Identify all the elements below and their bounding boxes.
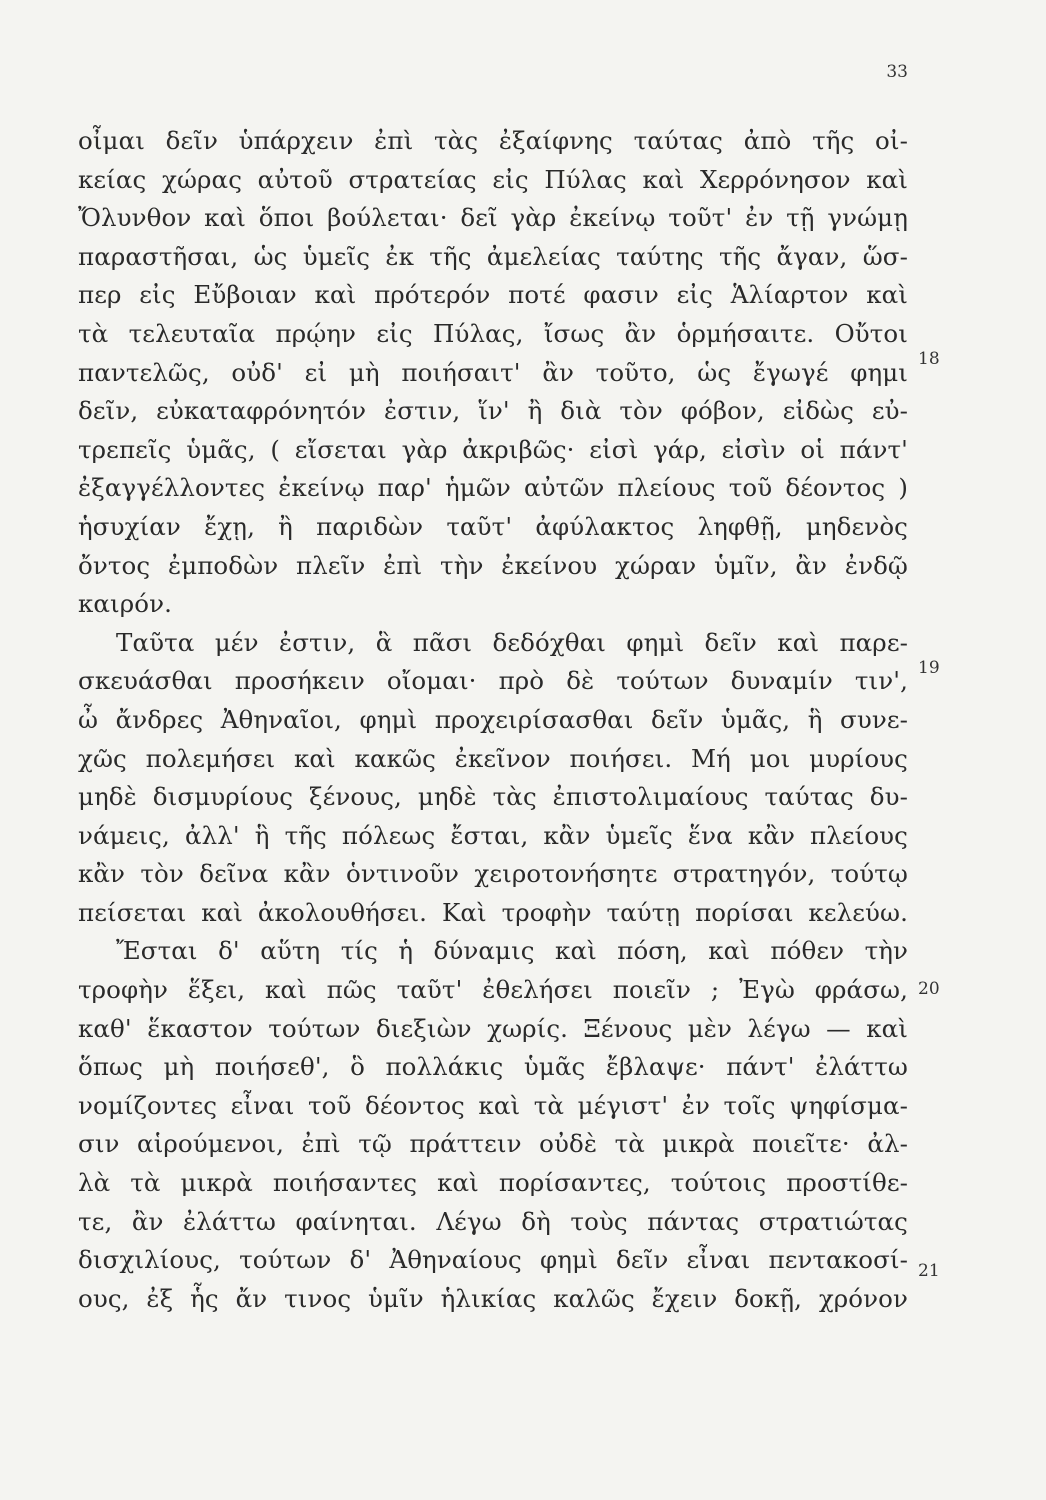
text-line: τε, ἂν ἐλάττω φαίνηται. Λέγω δὴ τοὺς πάντας στρατιώτας xyxy=(78,1206,908,1236)
text-line: τρεπεῖς ὑμᾶς, ( εἴσεται γὰρ ἀκριβῶς· εἰσὶ γάρ, εἰσὶν οἱ πάντ' xyxy=(78,434,908,464)
text-line: δεῖν, εὐκαταφρόνητόν ἐστιν, ἵν' ἢ διὰ τὸν φόβον, εἰδὼς εὐ- xyxy=(78,396,908,426)
text-line: σκευάσθαι προσήκειν οἴομαι· πρὸ δὲ τούτων δυναμίν τιν', xyxy=(78,666,908,696)
section-number: 19 xyxy=(918,658,940,678)
text-line: ἡσυχίαν ἔχῃ, ἢ παριδὼν ταῦτ' ἀφύλακτος ληφθῇ, μηδενὸς xyxy=(78,511,908,541)
text-line: ὅπως μὴ ποιήσεθ', ὃ πολλάκις ὑμᾶς ἔβλαψε· πάντ' ἐλάττω xyxy=(78,1052,908,1082)
text-line: περ εἰς Εὔβοιαν καὶ πρότερόν ποτέ φασιν εἰς Ἁλίαρτον καὶ xyxy=(78,280,908,310)
text-line: τὰ τελευταῖα πρῴην εἰς Πύλας, ἴσως ἂν ὁρμήσαιτε. Οὔτοι xyxy=(78,318,908,348)
section-number: 21 xyxy=(918,1261,940,1281)
text-line: πείσεται καὶ ἀκολουθήσει. Καὶ τροφὴν ταύτῃ πορίσαι κελεύω. xyxy=(78,897,908,927)
body-text xyxy=(78,122,908,1318)
text-line: μηδὲ δισμυρίους ξένους, μηδὲ τὰς ἐπιστολιμαίους ταύτας δυ- xyxy=(78,782,908,812)
text-line: ους, ἐξ ἧς ἄν τινος ὑμῖν ἡλικίας καλῶς ἔχειν δοκῇ, χρόνον xyxy=(78,1283,908,1313)
text-line: Ὄλυνθον καὶ ὅποι βούλεται· δεῖ γὰρ ἐκείνῳ τοῦτ' ἐν τῇ γνώμῃ xyxy=(78,203,908,233)
text-line: Ἔσται δ' αὕτη τίς ἡ δύναμις καὶ πόση, καὶ πόθεν τὴν xyxy=(116,936,908,966)
section-number: 18 xyxy=(918,349,940,369)
text-line: χῶς πολεμήσει καὶ κακῶς ἐκεῖνον ποιήσει. Μή μοι μυρίους xyxy=(78,743,908,773)
text-line: λὰ τὰ μικρὰ ποιήσαντες καὶ πορίσαντες, τούτοις προστίθε- xyxy=(78,1168,908,1198)
page-number: 33 xyxy=(886,62,908,82)
text-line: παντελῶς, οὐδ' εἰ μὴ ποιήσαιτ' ἂν τοῦτο, ὡς ἔγωγέ φημι xyxy=(78,357,908,387)
text-line: δισχιλίους, τούτων δ' Ἀθηναίους φημὶ δεῖν εἶναι πεντακοσί- xyxy=(78,1245,908,1275)
text-line: νάμεις, ἀλλ' ἣ τῆς πόλεως ἔσται, κἂν ὑμεῖς ἕνα κἂν πλείους xyxy=(78,820,908,850)
text-line: ἐξαγγέλλοντες ἐκείνῳ παρ' ἡμῶν αὐτῶν πλείους τοῦ δέοντος ) xyxy=(78,473,908,503)
text-line: καιρόν. xyxy=(78,589,172,619)
text-line: ὄντος ἐμποδὼν πλεῖν ἐπὶ τὴν ἐκείνου χώραν ὑμῖν, ἂν ἐνδῷ xyxy=(78,550,908,580)
text-line: τροφὴν ἕξει, καὶ πῶς ταῦτ' ἐθελήσει ποιεῖν ; Ἐγὼ φράσω, xyxy=(78,975,908,1005)
section-number: 20 xyxy=(918,979,940,999)
text-line: κείας χώρας αὐτοῦ στρατείας εἰς Πύλας καὶ Χερρόνησον καὶ xyxy=(78,164,908,194)
text-line: σιν αἱρούμενοι, ἐπὶ τῷ πράττειν οὐδὲ τὰ μικρὰ ποιεῖτε· ἀλ- xyxy=(78,1129,908,1159)
text-line: ὦ ἄνδρες Ἀθηναῖοι, φημὶ προχειρίσασθαι δεῖν ὑμᾶς, ἣ συνε- xyxy=(78,704,908,734)
text-line: παραστῆσαι, ὡς ὑμεῖς ἐκ τῆς ἀμελείας ταύτης τῆς ἄγαν, ὥσ- xyxy=(78,241,908,271)
text-line: κἂν τὸν δεῖνα κἂν ὁντινοῦν χειροτονήσητε στρατηγόν, τούτῳ xyxy=(78,859,908,889)
text-line: νομίζοντες εἶναι τοῦ δέοντος καὶ τὰ μέγιστ' ἐν τοῖς ψηφίσμα- xyxy=(78,1090,908,1120)
text-line: οἶμαι δεῖν ὑπάρχειν ἐπὶ τὰς ἐξαίφνης ταύτας ἀπὸ τῆς οἰ- xyxy=(78,126,908,155)
text-line: καθ' ἕκαστον τούτων διεξιὼν χωρίς. Ξένους μὲν λέγω — καὶ xyxy=(78,1013,908,1043)
text-line: Ταῦτα μέν ἐστιν, ἃ πᾶσι δεδόχθαι φημὶ δεῖν καὶ παρε- xyxy=(116,627,908,657)
